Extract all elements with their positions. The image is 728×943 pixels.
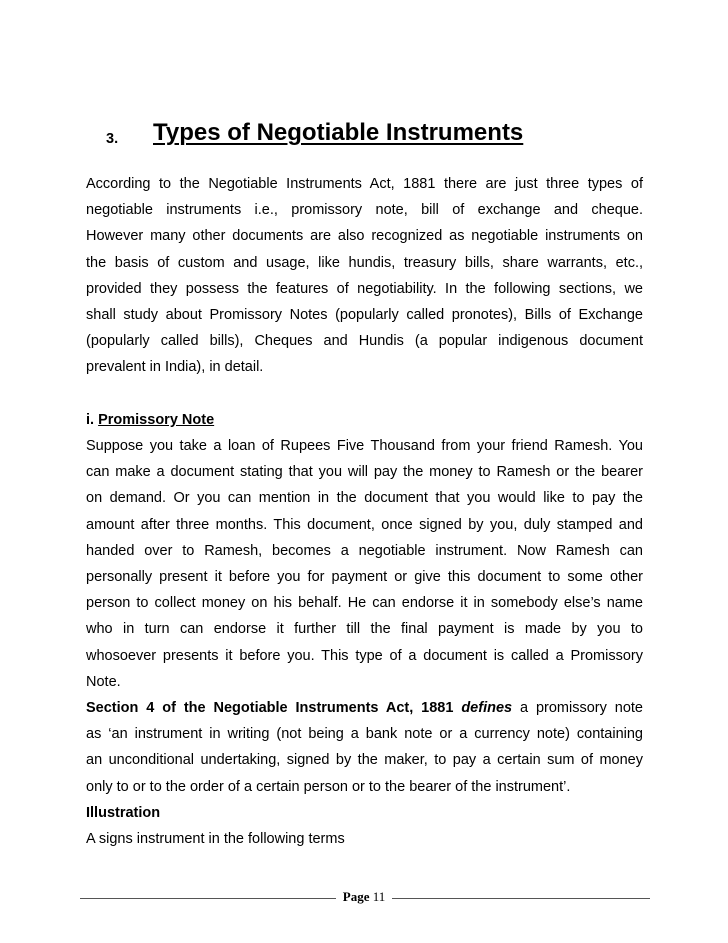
text-line: amount after three months. This document, once signed by you, duly stamped and [86,516,643,533]
text-line: handed over to Ramesh, becomes a negotiable instrument. Now Ramesh can [86,542,643,559]
page-number [336,889,392,905]
section-title: Types of Negotiable Instruments [153,119,524,146]
text-line: Note. [86,673,121,690]
page-label: Page [342,889,370,904]
text-line: only to or to the order of a certain person or to the bearer of the instrument’. [86,778,571,795]
text-line: personally present it before you for payment or give this document to some other [86,569,643,586]
text-line: shall study about Promissory Notes (popularly called pronotes), Bills of Exchange [86,307,643,324]
text-line: on demand. Or you can mention in the document that you would like to pay the [86,490,643,507]
text-line: the basis of custom and usage, like hundis, treasury bills, share warrants, etc., [86,254,643,271]
text-line: However many other documents are also recognized as negotiable instruments on [86,228,643,245]
text-line: an unconditional undertaking, signed by the maker, to pay a certain sum of money [86,752,643,769]
subsection-prefix: i. [86,411,95,428]
page-footer [0,888,728,918]
text-line: Suppose you take a loan of Rupees Five Thousand from your friend Ramesh. You [86,438,643,455]
text-line: can make a document stating that you will pay the money to Ramesh or the bearer [86,464,643,481]
text-line: as ‘an instrument in writing (not being a bank note or a currency note) containing [86,726,643,743]
section4-emphasis: defines [461,700,513,717]
section-number: 3. [106,131,119,147]
text-line: negotiable instruments i.e., promissory note, bill of exchange and cheque. [86,202,643,219]
text-line: person to collect money on his behalf. He can endorse it in somebody else’s name [86,595,643,612]
page-number-value: 11 [372,889,386,904]
text-line: whosoever presents it before you. This type of a document is called a Promissory [86,647,643,664]
document-body [86,171,643,852]
section4-rest: a promissory note [520,700,643,717]
text-line: provided they possess the features of negotiability. In the following sections, we [86,280,643,297]
illustration-label: Illustration [86,804,161,821]
text-line: According to the Negotiable Instruments Act, 1881 there are just three types of [86,176,643,192]
section4-lead: Section 4 of the Negotiable Instruments Act, 1881 [86,700,454,717]
footer-rule-left [80,898,336,899]
text-line: prevalent in India), in detail. [86,359,264,376]
illustration-text: A signs instrument in the following terms [86,831,345,848]
subsection-title: Promissory Note [98,411,215,428]
footer-rule-right [392,898,650,899]
subsection-heading [86,407,643,433]
text-line: (popularly called bills), Cheques and Hundis (a popular indigenous document [86,333,643,350]
promissory-paragraph [86,433,643,695]
intro-paragraph [86,171,643,381]
text-line: who in turn can endorse it further till the final payment is made by you to [86,621,643,638]
section4-paragraph [86,695,643,800]
section-heading [0,114,728,154]
text-line [86,695,643,721]
paragraph-gap [86,381,643,407]
